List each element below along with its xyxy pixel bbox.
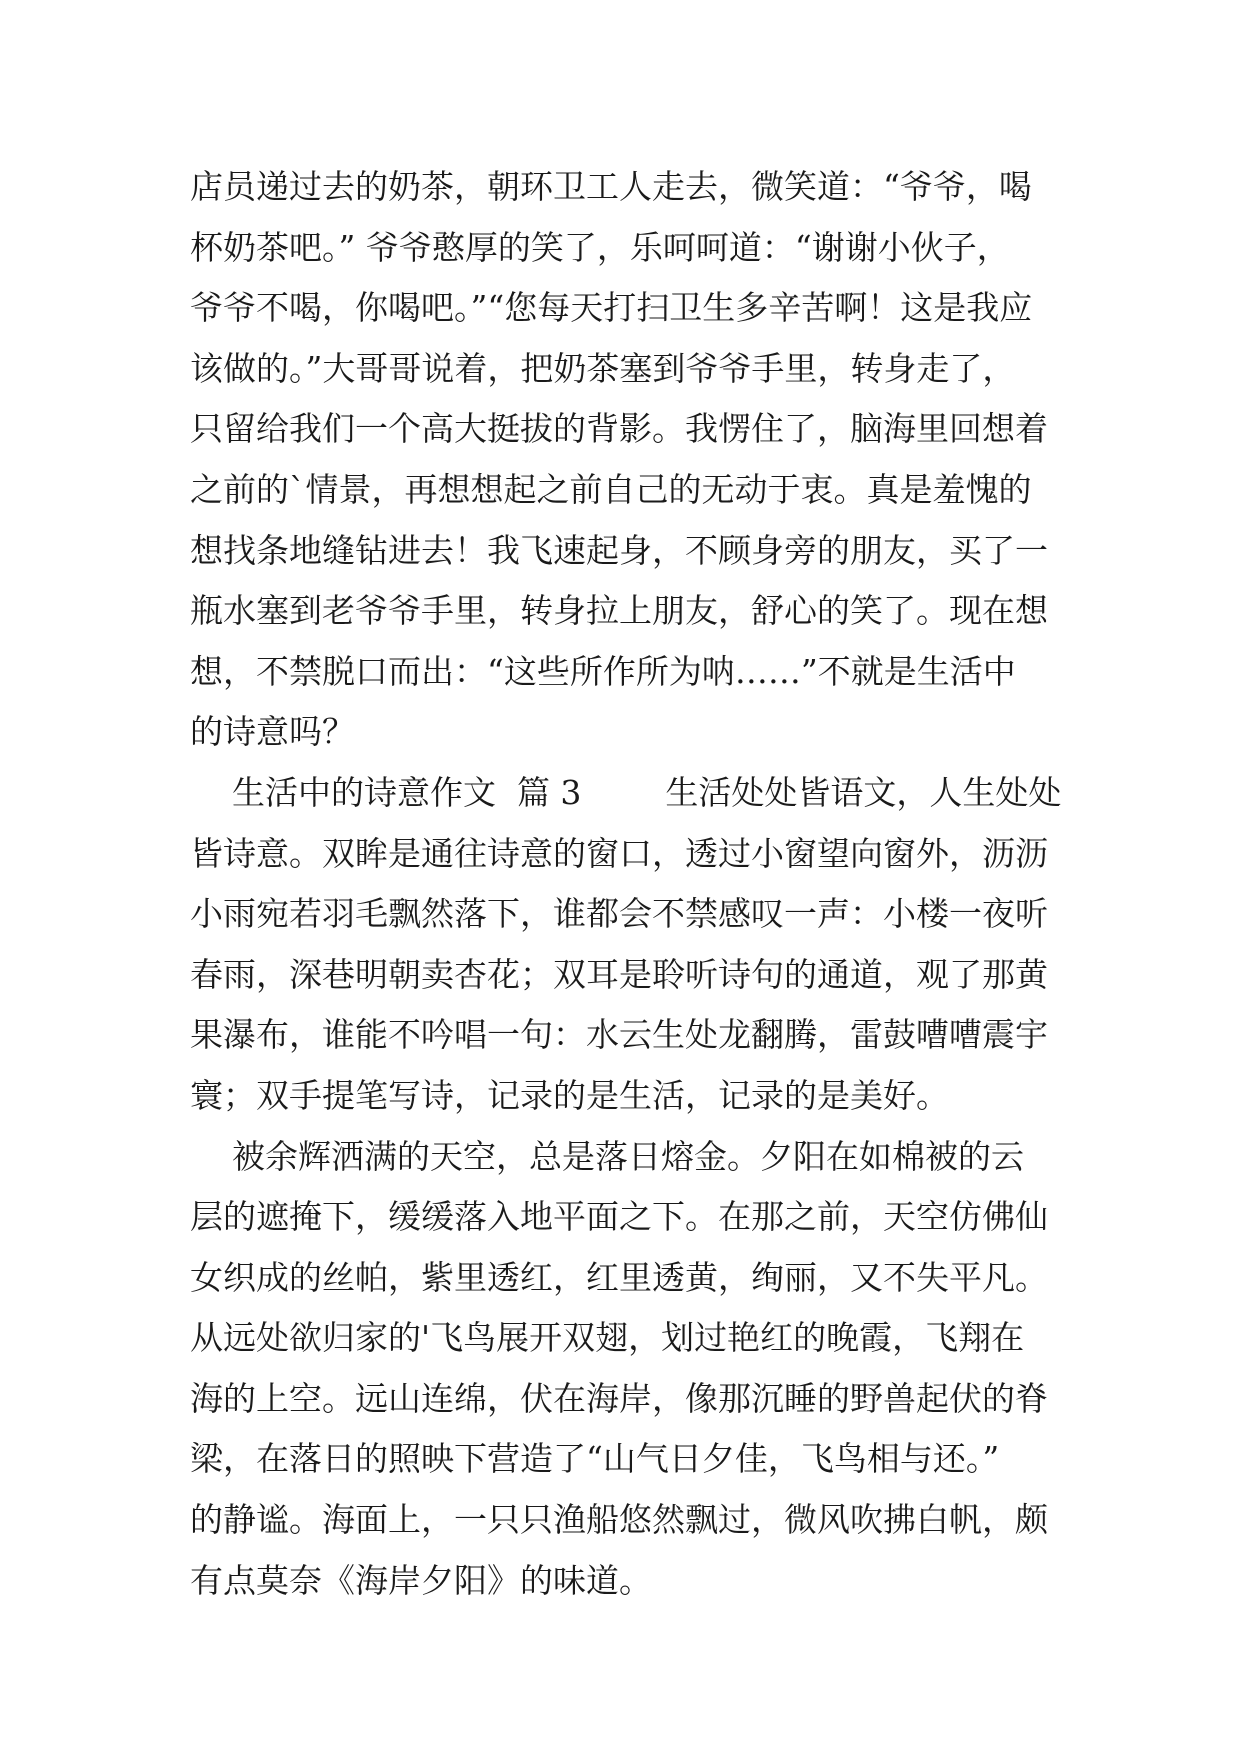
text-line: 寰；双手提笔写诗，记录的是生活，记录的是美好。 <box>190 1075 949 1115</box>
document-body <box>190 157 1070 1611</box>
text-line: 从远处欲归家的'飞鸟展开双翅，划过艳红的晚霞，飞翔在 <box>190 1318 1025 1358</box>
text-line: 女织成的丝帕，紫里透红，红里透黄，绚丽，又不失平凡。 <box>190 1257 1048 1297</box>
text-line: 只留给我们一个高大挺拔的背影。我愣住了，脑海里回想着 <box>190 409 1048 449</box>
text-line: 瓶水塞到老爷爷手里，转身拉上朋友，舒心的笑了。现在想 <box>190 591 1048 631</box>
text-line: 梁，在落日的照映下营造了“山气日夕佳，飞鸟相与还。” <box>190 1439 1000 1479</box>
text-line: 爷爷不喝，你喝吧。”“您每天打扫卫生多辛苦啊！这是我应 <box>190 288 1033 328</box>
text-line: 有点莫奈《海岸夕阳》的味道。 <box>190 1560 652 1600</box>
text-line: 想，不禁脱口而出：“这些所作所为呐……”不就是生活中 <box>190 651 1016 691</box>
text-line: 的诗意吗？ <box>190 712 355 752</box>
text-line: 该做的。”大哥哥说着，把奶茶塞到爷爷手里，转身走了， <box>190 348 1016 388</box>
text-line: 杯奶茶吧。” 爷爷憨厚的笑了，乐呵呵道：“谢谢小伙子， <box>190 227 1010 267</box>
text-line: 的静谧。海面上，一只只渔船悠然飘过，微风吹拂白帆，颇 <box>190 1500 1048 1540</box>
paragraph-start-line: 被余辉洒满的天空，总是落日熔金。夕阳在如棉被的云 <box>190 1136 1024 1176</box>
text-line: 果瀑布，谁能不吟唱一句：水云生处龙翻腾，雷鼓嘈嘈震宇 <box>190 1015 1048 1055</box>
text-line: 皆诗意。双眸是通往诗意的窗口，透过小窗望向窗外，沥沥 <box>190 833 1048 873</box>
text-line: 层的遮掩下，缓缓落入地平面之下。在那之前，天空仿佛仙 <box>190 1197 1048 1237</box>
text-line: 海的上空。远山连绵，伏在海岸，像那沉睡的野兽起伏的脊 <box>190 1378 1048 1418</box>
text-line: 之前的`情景，再想想起之前自己的无动于衷。真是羞愧的 <box>190 469 1032 509</box>
text-line: 店员递过去的奶茶，朝环卫工人走去，微笑道：“爷爷，喝 <box>190 167 1032 206</box>
text-line: 春雨，深巷明朝卖杏花；双耳是聆听诗句的通道，观了那黄 <box>190 954 1048 994</box>
section-heading-line: 生活中的诗意作文 篇 3 生活处处皆语文，人生处处 <box>190 772 1062 812</box>
text-line: 想找条地缝钻进去！我飞速起身，不顾身旁的朋友，买了一 <box>190 530 1048 570</box>
text-line: 小雨宛若羽毛飘然落下，谁都会不禁感叹一声：小楼一夜听 <box>190 894 1048 934</box>
